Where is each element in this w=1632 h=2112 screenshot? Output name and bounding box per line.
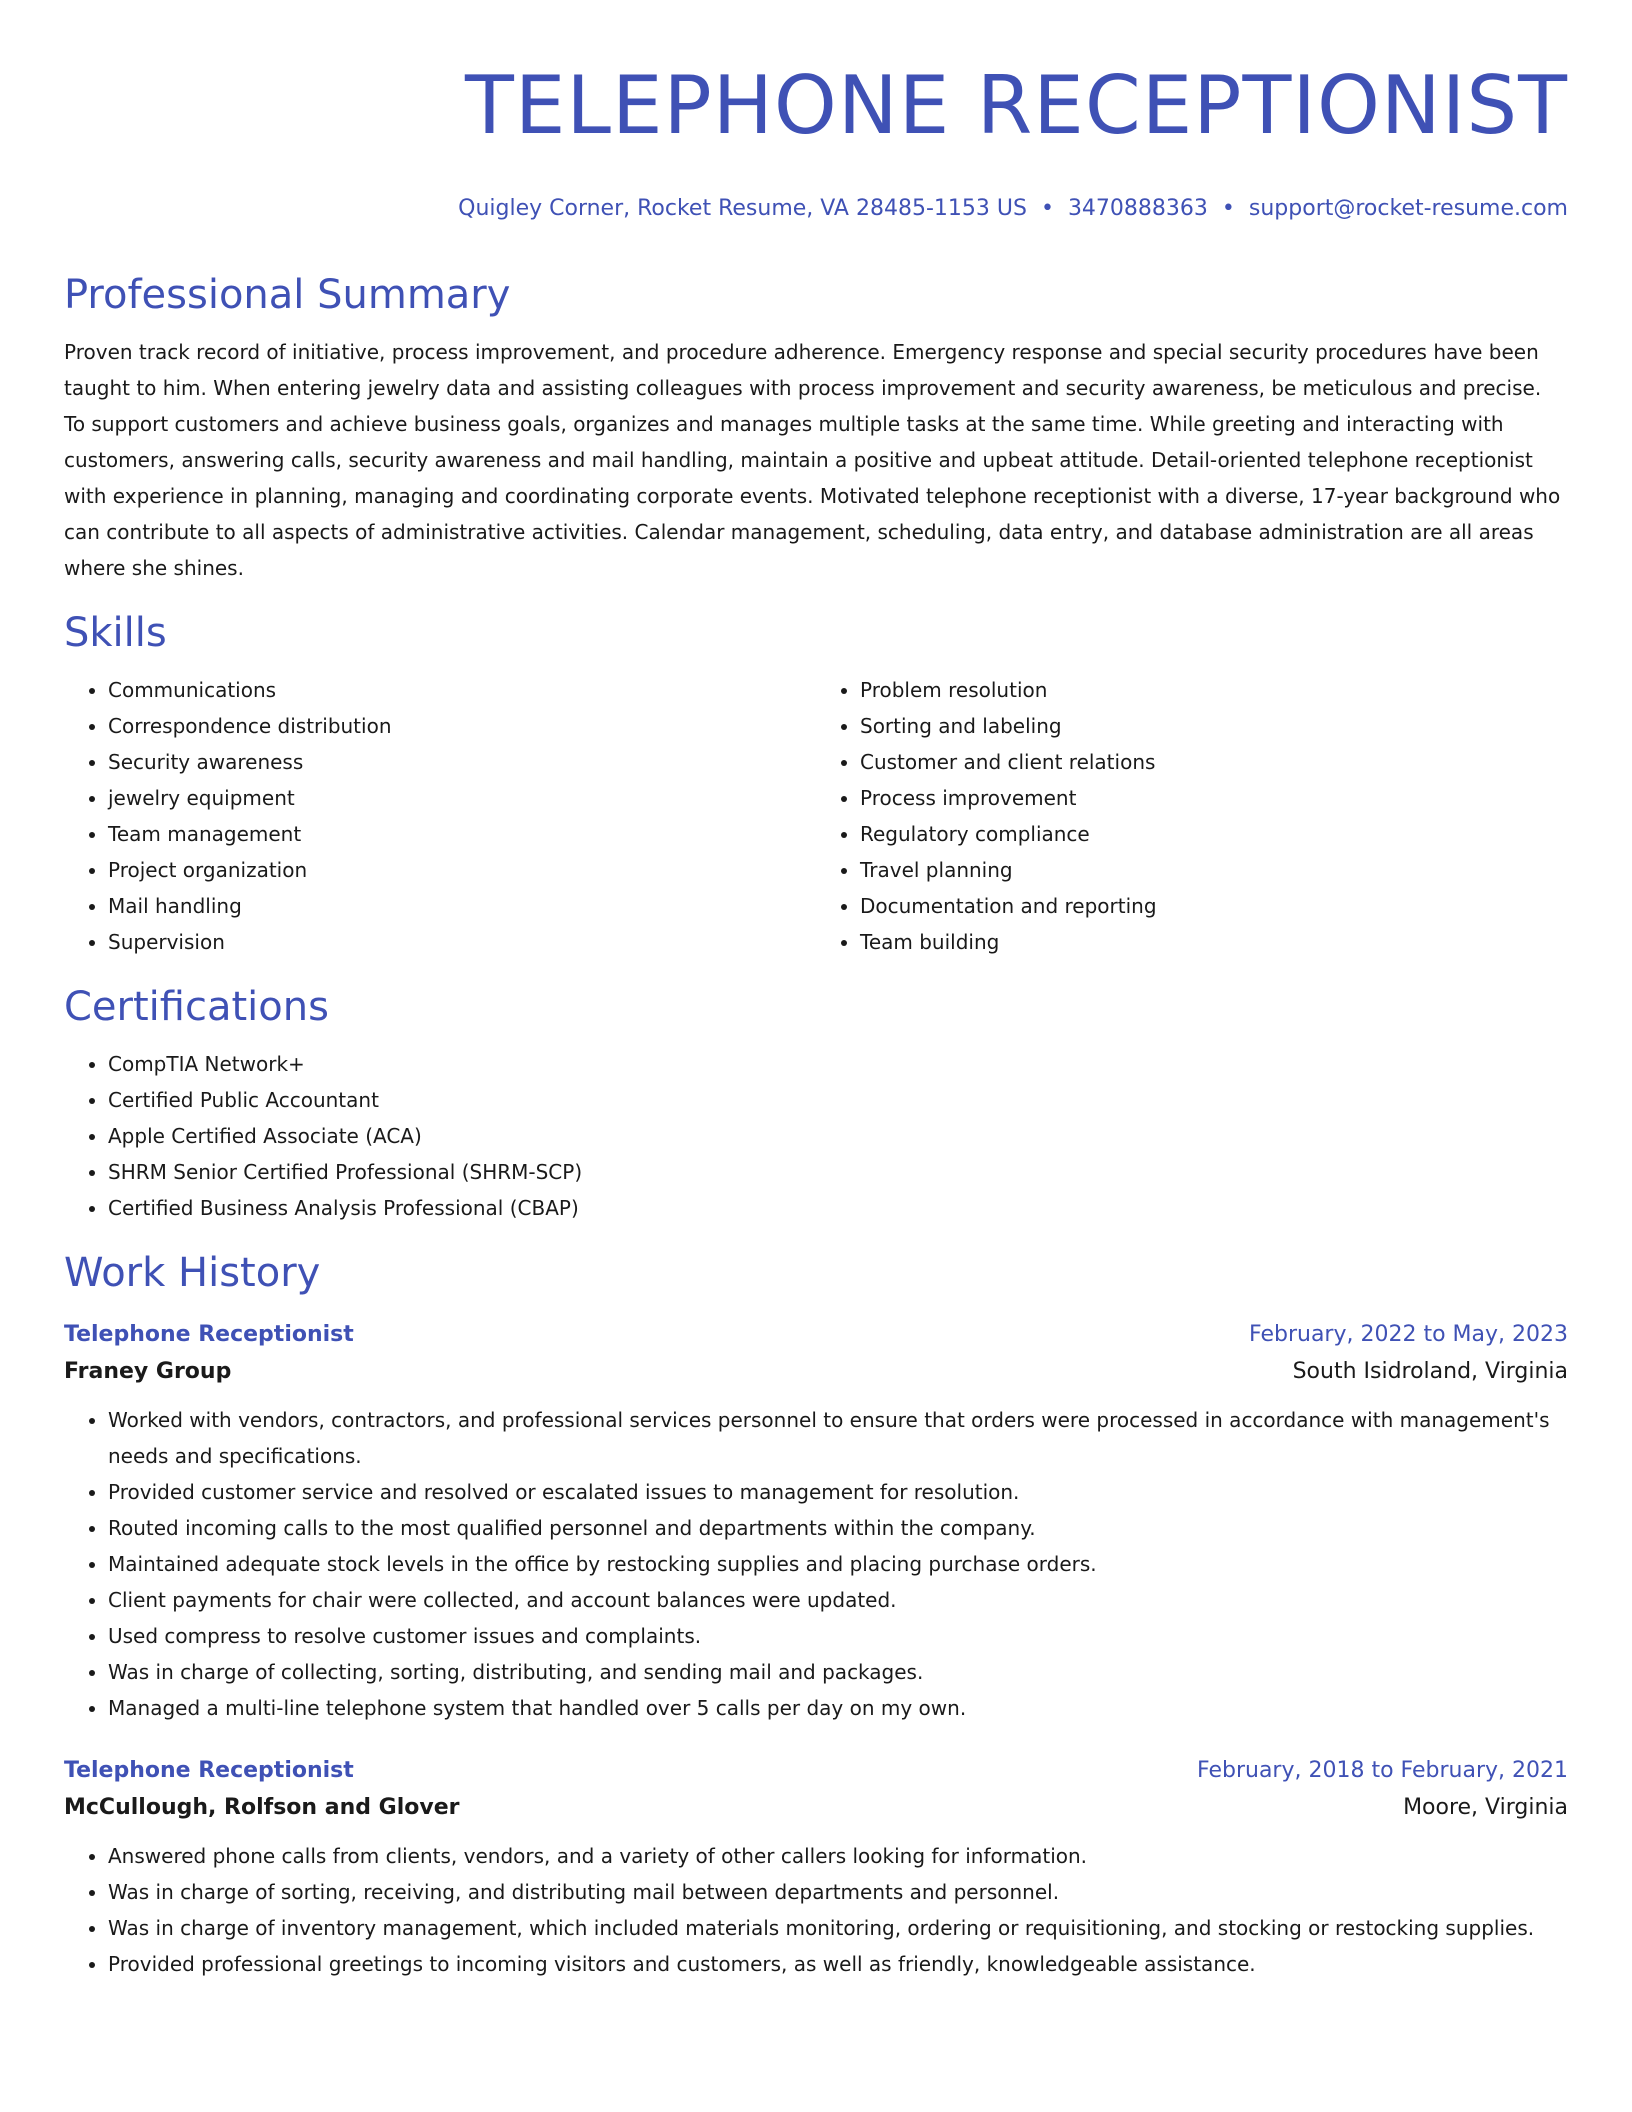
certification-item: • Certified Business Analysis Professional (CBAP) <box>108 1190 1568 1226</box>
certification-item: • Certified Public Accountant <box>108 1082 1568 1118</box>
job-entry <box>64 1316 1568 1726</box>
job-company-row <box>64 1353 1568 1390</box>
skill-item: • Regulatory compliance <box>860 816 1568 852</box>
skill-item: • Team building <box>860 924 1568 960</box>
contact-address: Quigley Corner, Rocket Resume, VA 28485-1153 US <box>458 196 1027 221</box>
job-company: Franey Group <box>64 1359 232 1384</box>
job-dates: February, 2018 to February, 2021 <box>1197 1758 1568 1783</box>
job-entry <box>64 1752 1568 1982</box>
skills-list-left <box>64 672 816 960</box>
resume-title: TELEPHONE RECEPTIONIST <box>464 59 1568 152</box>
skill-item: • Mail handling <box>108 888 816 924</box>
skill-item: • Correspondence distribution <box>108 708 816 744</box>
contact-email[interactable]: support@rocket-resume.com <box>1248 196 1568 221</box>
summary-text: Proven track record of initiative, process improvement, and procedure adherence. Emergency response and special security procedures have been taught to him. When entering jewelry data and assisting colleagues with process improvement and security awareness, be meticulous and precise. To support customers and achieve business goals, organizes and manages multiple tasks at the same time. While greeting and interacting with customers, answering calls, security awareness and mail handling, maintain a positive and upbeat attitude. Detail-oriented telephone receptionist with experience in planning, managing and coordinating corporate events. Motivated telephone receptionist with a diverse, 17-year background who can contribute to all aspects of administrative activities. Calendar management, scheduling, data entry, and database administration are all areas where she shines. <box>64 340 1561 580</box>
skills-list-right <box>816 672 1568 960</box>
skill-item: • Sorting and labeling <box>860 708 1568 744</box>
job-duties-list <box>64 1402 1568 1726</box>
work-history-heading: Work History <box>64 1250 321 1296</box>
job-duties-list <box>64 1838 1568 1982</box>
job-duty-item: • Routed incoming calls to the most qualified personnel and departments within the company. <box>108 1510 1568 1546</box>
job-duty-item: • Managed a multi-line telephone system that handled over 5 calls per day on my own. <box>108 1690 1568 1726</box>
skill-item: • Process improvement <box>860 780 1568 816</box>
skill-item: • Customer and client relations <box>860 744 1568 780</box>
job-header-row <box>64 1752 1568 1789</box>
job-header-row <box>64 1316 1568 1353</box>
skill-item: • Problem resolution <box>860 672 1568 708</box>
job-duty-item: • Was in charge of sorting, receiving, and distributing mail between departments and personnel. <box>108 1874 1568 1910</box>
job-duty-item: • Provided professional greetings to incoming visitors and customers, as well as friendly, knowledgeable assistance. <box>108 1946 1568 1982</box>
skills-heading: Skills <box>64 610 167 656</box>
skill-item: • Communications <box>108 672 816 708</box>
job-duty-item: • Used compress to resolve customer issues and complaints. <box>108 1618 1568 1654</box>
job-duty-item: • Provided customer service and resolved or escalated issues to management for resolution. <box>108 1474 1568 1510</box>
certification-item: • SHRM Senior Certified Professional (SHRM-SCP) <box>108 1154 1568 1190</box>
skill-item: • jewelry equipment <box>108 780 816 816</box>
skill-item: • Team management <box>108 816 816 852</box>
job-title: Telephone Receptionist <box>64 1758 354 1783</box>
certification-item: • Apple Certified Associate (ACA) <box>108 1118 1568 1154</box>
job-location: Moore, Virginia <box>1403 1795 1568 1820</box>
skill-item: • Security awareness <box>108 744 816 780</box>
contact-phone[interactable]: 3470888363 <box>1067 196 1208 221</box>
job-duty-item: • Client payments for chair were collected, and account balances were updated. <box>108 1582 1568 1618</box>
job-location: South Isidroland, Virginia <box>1292 1359 1568 1384</box>
skill-item: • Documentation and reporting <box>860 888 1568 924</box>
job-title: Telephone Receptionist <box>64 1322 354 1347</box>
certification-item: • CompTIA Network+ <box>108 1046 1568 1082</box>
skill-item: • Supervision <box>108 924 816 960</box>
skills-columns <box>64 672 1568 960</box>
job-duty-item: • Was in charge of inventory management, which included materials monitoring, ordering or requisitioning, and stocking or restocking supplies. <box>108 1910 1568 1946</box>
certifications-list <box>64 1046 1568 1226</box>
contact-separator: • <box>1221 196 1235 221</box>
job-duty-item: • Was in charge of collecting, sorting, distributing, and sending mail and packages. <box>108 1654 1568 1690</box>
skill-item: • Travel planning <box>860 852 1568 888</box>
job-company: McCullough, Rolfson and Glover <box>64 1795 460 1820</box>
job-dates: February, 2022 to May, 2023 <box>1249 1322 1568 1347</box>
certifications-heading: Certifications <box>64 984 329 1030</box>
skill-item: • Project organization <box>108 852 816 888</box>
job-duty-item: • Answered phone calls from clients, vendors, and a variety of other callers looking for information. <box>108 1838 1568 1874</box>
contact-line <box>64 194 1568 224</box>
contact-separator: • <box>1040 196 1054 221</box>
job-company-row <box>64 1789 1568 1826</box>
summary-heading: Professional Summary <box>64 272 511 318</box>
job-duty-item: • Maintained adequate stock levels in the office by restocking supplies and placing purchase orders. <box>108 1546 1568 1582</box>
job-duty-item: • Worked with vendors, contractors, and professional services personnel to ensure that orders were processed in accordance with management's needs and specifications. <box>108 1402 1568 1474</box>
